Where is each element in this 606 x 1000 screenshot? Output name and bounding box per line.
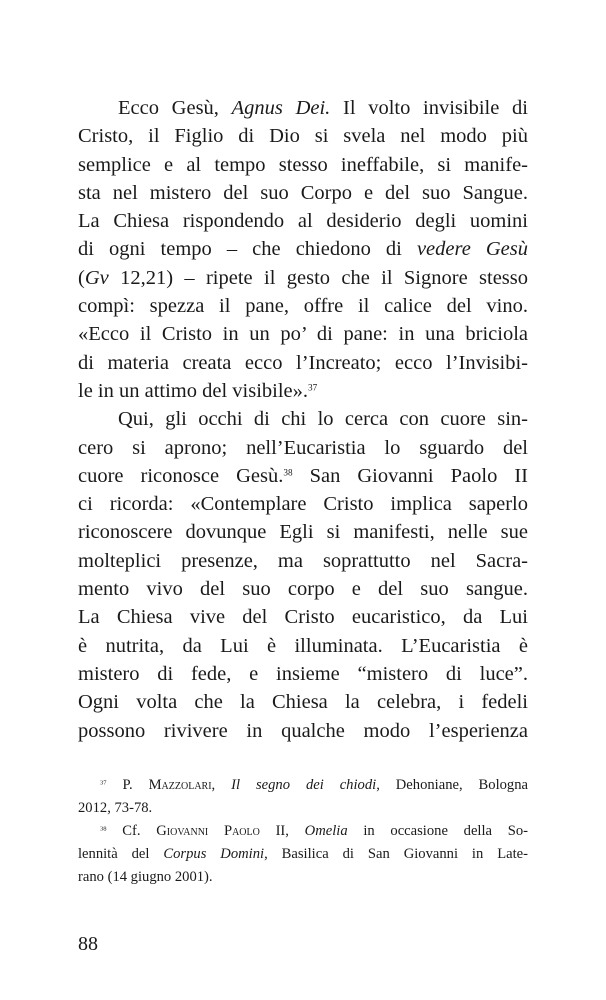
text-segment: semplice e al tempo stesso ineffabile, si manife- [78, 153, 528, 176]
body-line [78, 235, 528, 263]
text-segment: ci ricorda: «Contemplare Cristo implica saperlo [78, 493, 528, 516]
body-text [78, 94, 528, 745]
body-line [78, 320, 528, 348]
text-segment: 12,21) – ripete il gesto che il Signore stesso [108, 266, 528, 289]
text-segment: Giovanni Paolo [156, 823, 260, 839]
text-segment: Ogni volta che la Chiesa la celebra, i fedeli [78, 691, 528, 714]
text-segment: ( [78, 266, 85, 289]
body-line [78, 632, 528, 660]
text-segment: Qui, gli occhi di chi lo cerca con cuore sin- [118, 408, 528, 431]
text-segment: La Chiesa rispondendo al desiderio degli uomini [78, 210, 528, 233]
footnote-reference: 37 [308, 382, 318, 393]
body-line [78, 179, 528, 207]
footnote-line [78, 866, 528, 889]
footnote-line [78, 820, 528, 843]
text-segment: in occasione della So- [347, 823, 528, 839]
text-segment: cuore riconosce Gesù. [78, 464, 284, 487]
page-number: 88 [78, 933, 98, 955]
text-segment: molteplici presenze, ma soprattutto nel Sacra- [78, 549, 528, 572]
footnote-reference: 38 [283, 467, 293, 478]
body-line [78, 264, 528, 292]
body-line [78, 434, 528, 462]
text-segment: Cf. [106, 823, 157, 839]
text-segment: cero si aprono; nell’Eucaristia lo sguardo del [78, 436, 528, 459]
text-segment: sta nel mistero del suo Corpo e del suo Sangue. [78, 181, 528, 204]
text-segment: di ogni tempo – che chiedono di [78, 238, 417, 261]
body-line [78, 717, 528, 745]
footnote-reference: 38 [100, 825, 107, 833]
body-line [78, 660, 528, 688]
text-segment: Corpus Domini [163, 846, 265, 862]
body-line [78, 122, 528, 150]
text-segment: , Dehoniane, Bologna [376, 777, 529, 793]
text-segment: mistero di fede, e insieme “mistero di luce”. [78, 662, 528, 685]
footnote-line [78, 843, 528, 866]
body-line [78, 575, 528, 603]
text-segment: di materia creata ecco l’Increato; ecco l’Invisibi- [78, 351, 528, 374]
text-segment: lennità del [78, 846, 164, 862]
footnote-line [78, 774, 528, 797]
text-segment: La Chiesa vive del Cristo eucaristico, da Lui [78, 606, 528, 629]
text-segment: Omelia [304, 823, 348, 839]
body-line [78, 688, 528, 716]
body-line [78, 207, 528, 235]
text-segment: rano (14 giugno 2001). [78, 869, 213, 885]
body-line [78, 462, 528, 490]
body-line [78, 518, 528, 546]
body-line [78, 603, 528, 631]
text-segment: Il volto invisibile di [330, 97, 528, 119]
footnote-reference: 37 [100, 779, 107, 787]
body-line [78, 292, 528, 320]
text-segment: II, [259, 823, 305, 839]
body-line [78, 547, 528, 575]
text-segment: vedere Gesù [416, 238, 529, 261]
text-segment: San Giovanni Paolo II [292, 464, 528, 487]
body-line [78, 490, 528, 518]
text-segment: Il segno dei chiodi [231, 777, 377, 793]
text-segment: P. [106, 777, 149, 793]
text-segment: «Ecco il Cristo in un po’ di pane: in una briciola [78, 323, 528, 346]
text-segment: possono rivivere in qualche modo l’esperienza [78, 719, 528, 742]
body-line [78, 405, 528, 433]
text-segment: , [211, 777, 232, 793]
text-segment: Gv [84, 266, 109, 289]
text-segment: , Basilica di San Giovanni in Late- [264, 846, 528, 862]
text-segment: riconoscere dovunque Egli si manifesti, nelle sue [78, 521, 528, 544]
text-segment: 2012, 73-78. [78, 800, 153, 816]
body-line [78, 349, 528, 377]
text-segment: è nutrita, da Lui è illuminata. L’Eucaristia è [78, 634, 528, 657]
text-segment: Mazzolari [148, 777, 212, 793]
text-segment: compì: spezza il pane, offre il calice del vino. [78, 295, 528, 318]
body-line [78, 151, 528, 179]
text-segment: Ecco Gesù, [118, 97, 232, 119]
text-segment: Cristo, il Figlio di Dio si svela nel modo più [78, 125, 528, 148]
text-segment: mento vivo del suo corpo e del suo sangue. [78, 578, 528, 601]
body-line [78, 94, 528, 122]
footnotes [78, 774, 528, 889]
text-segment: le in un attimo del visibile». [78, 379, 309, 402]
body-line [78, 377, 528, 405]
text-segment: Agnus Dei. [231, 97, 331, 119]
footnote-line [78, 797, 528, 820]
